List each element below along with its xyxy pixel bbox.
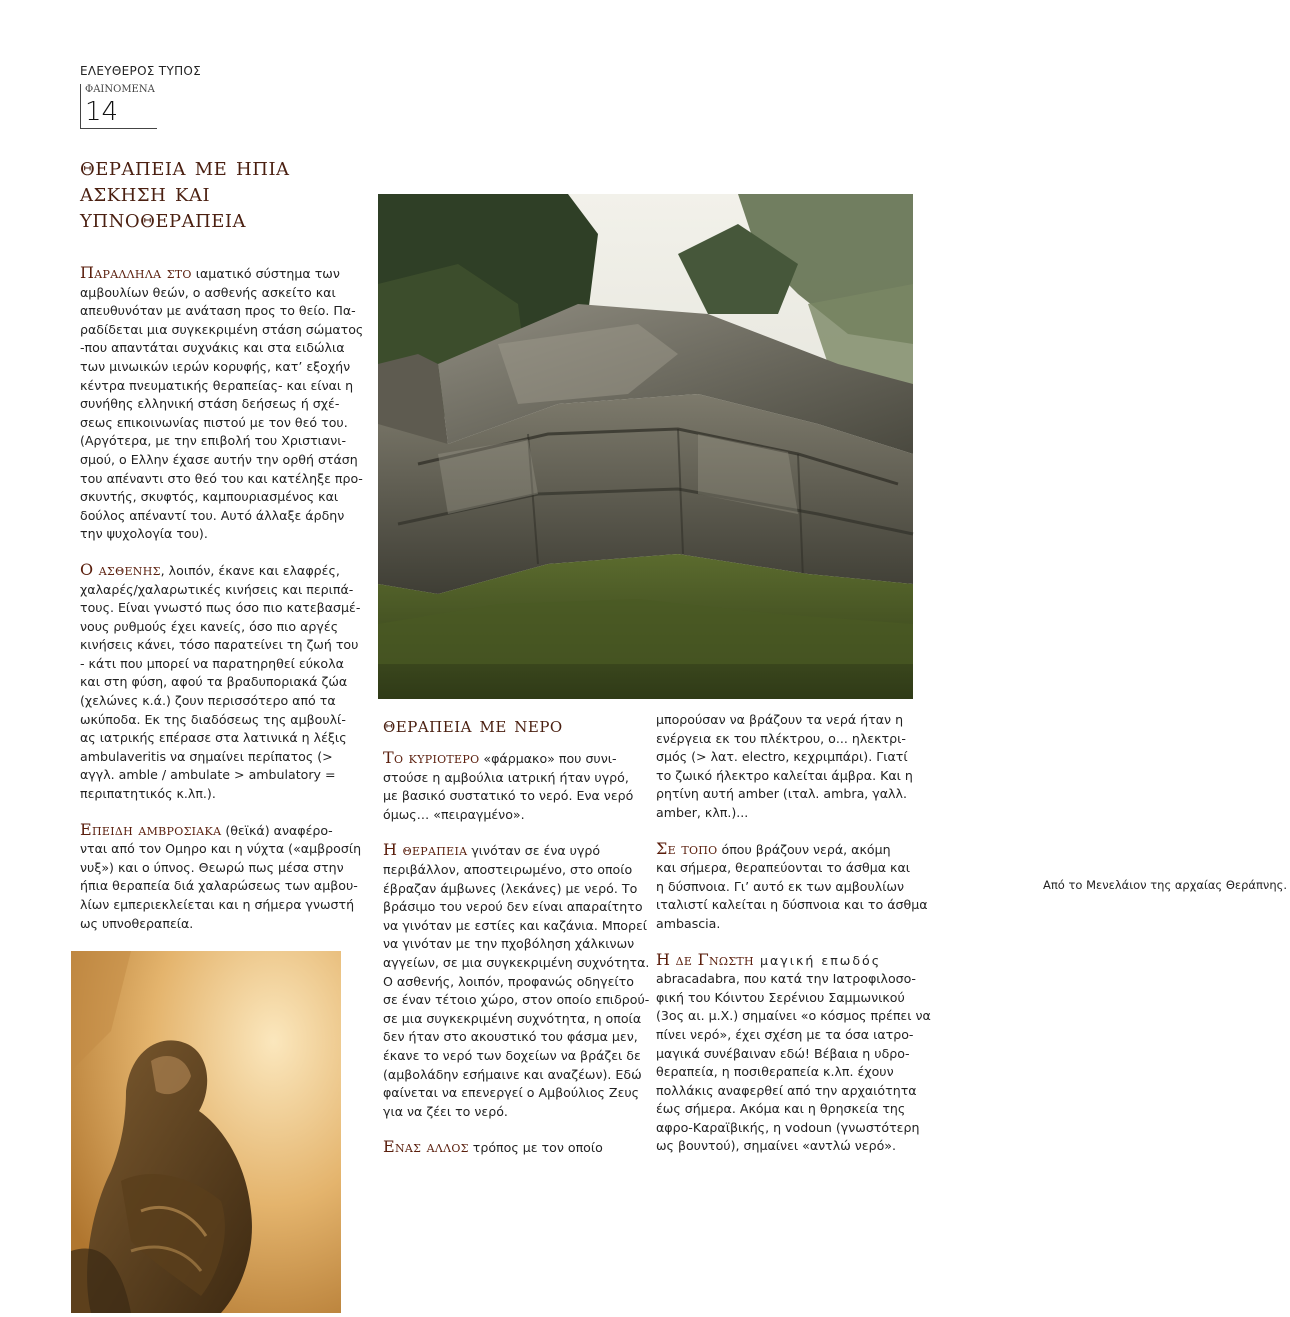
- text-line: δούλος απέναντί του. Αυτό άλλαξε άρδην: [80, 507, 345, 523]
- text-line: ας ιατρικής επέρασε στα λατινικά η λέξις: [80, 730, 347, 746]
- text-line: μπορούσαν να βράζουν τα νερά ήταν η: [656, 712, 904, 727]
- text-line: νυξ») και ο ύπνος. Θεωρώ πως μέσα στην: [80, 859, 344, 875]
- text-line: (θεϊκά) αναφέρο-: [221, 822, 333, 838]
- text-line: και στη φύση, αφού τα βραδυποριακά ζώα: [80, 674, 348, 690]
- text-line: ιαματικό σύστημα των: [191, 266, 340, 281]
- paragraph-lead: Η δε Γνωστη: [656, 949, 754, 969]
- text-line: η δύσπνοια. Γι’ αυτό εκ των αμβουλίων: [656, 878, 905, 894]
- text-line: μαγική επωδός: [753, 952, 882, 968]
- text-line: θεραπεία, η ποσιθεραπεία κ.λπ. έχουν: [656, 1064, 894, 1080]
- text-line: του απέναντι στο θεό του και κατέληξε προ-: [80, 470, 363, 486]
- article-headline: [80, 154, 340, 232]
- text-line: (αμβολάδην εσήμαινε και αναζέων). Εδώ: [383, 1066, 642, 1082]
- paragraph-hypnotherapy: [80, 819, 362, 934]
- paragraph-lead: Σε τοπο: [656, 838, 718, 858]
- text-line: αφρο-Καραϊβικής, η vodoun (γνωστότερη: [656, 1119, 920, 1135]
- text-line: να γινόταν με την πχοβόληση χάλκινων: [383, 936, 635, 952]
- paragraph-therapy-environment: [383, 840, 650, 1121]
- text-line: μαγικά συνέβαιναν εδώ! Βέβαια η υδρο-: [656, 1045, 910, 1061]
- text-line: όμως… «πειραγμένο».: [383, 806, 525, 822]
- text-line: - κάτι που μπορεί να παρατηρηθεί εύκολα: [80, 655, 344, 671]
- text-line: περιπατητικός κ.λπ.).: [80, 786, 216, 802]
- publication-name: ΕΛΕΥΘΕΡΟΣ ΤΥΠΟΣ: [80, 64, 202, 78]
- paragraph-main-remedy: [383, 749, 635, 824]
- headline-line-3: υπνοθεραπεια: [80, 204, 247, 234]
- text-line: όπου βράζουν νερά, ακόμη: [717, 841, 891, 857]
- text-line: και σήμερα, θεραπεύονται το άσθμα και: [656, 860, 911, 876]
- middle-text-column: [383, 748, 650, 1175]
- text-line: των μινωικών ιερών κορυφής, κατ’ εξοχήν: [80, 358, 351, 374]
- text-line: για να ζέει το νερό.: [383, 1103, 508, 1119]
- photo-caption: Από το Μενελάιον της αρχαίας Θεράπνης.: [1040, 876, 1290, 894]
- section-box: [80, 84, 157, 129]
- text-line: ambulaveritis να σημαίνει περίπατος (>: [80, 748, 333, 764]
- text-line: συνήθης ελληνική στάση δεήσεως ή σχέ-: [80, 396, 340, 412]
- text-line: σε μια συγκεκριμένη συχνότητα, η οποία: [383, 1010, 642, 1026]
- section-label: ΦΑΙΝΟΜΕΝΑ: [85, 84, 155, 95]
- text-line: ρητίνη αυτή amber (ιταλ. ambra, γαλλ.: [656, 786, 907, 802]
- text-line: περιβάλλον, αποστειρωμένο, στο οποίο: [383, 861, 633, 877]
- text-line: ιταλιστί καλείται η δύσπνοια και το άσθμα: [656, 897, 928, 913]
- text-line: ως υπνοθεραπεία.: [80, 915, 194, 931]
- text-line: ως βουντού), σημαίνει «αντλώ νερό».: [656, 1138, 897, 1154]
- text-line: ραδίδεται μια συγκεκριμένη στάση σώματος: [80, 321, 364, 337]
- text-line: χαλαρές/χαλαρωτικές κινήσεις και περιπά-: [80, 581, 354, 597]
- text-line: με βασικό συστατικό το νερό. Ενα νερό: [383, 788, 634, 804]
- text-line: έως σήμερα. Ακόμα και η θρησκεία της: [656, 1101, 906, 1117]
- right-text-column: [656, 711, 931, 1173]
- section-heading-water-therapy: θεραπεια με νερο: [383, 713, 563, 738]
- left-text-column: [80, 263, 364, 950]
- paragraph-lead: Το κυριοτερο: [383, 748, 480, 767]
- text-line: να γινόταν με εστίες και καζάνια. Μπορεί: [383, 917, 648, 933]
- text-line: αγγείων, σε μια συγκεκριμένη συχνότητα.: [383, 954, 650, 970]
- paragraph-lead: Ο ασθενης: [80, 559, 161, 579]
- text-line: abracadabra, που κατά την Ιατροφιλοσο-: [656, 971, 916, 987]
- text-line: νται από τον Ομηρο και η νύχτα («αμβροσίη: [80, 841, 362, 857]
- text-line: (χελώνες κ.ά.) ζουν περισσότερο από τα: [80, 693, 336, 709]
- paragraph-another-way: [383, 1138, 635, 1158]
- text-line: -που απαντάται συχνάκις και στα ειδώλια: [80, 340, 345, 356]
- text-line: πίνει νερό», έχει σχέση με τα όσα ιατρο-: [656, 1026, 914, 1042]
- headline-line-1: θεραπεια με ηπια: [80, 152, 290, 182]
- text-line: στούσε η αμβούλια ιατρική ήταν υγρό,: [383, 769, 629, 785]
- text-line: (3ος αι. μ.Χ.) σημαίνει «ο κόσμος πρέπει να: [656, 1008, 931, 1024]
- sculpture-picture: [71, 951, 341, 1313]
- text-line: νους ρυθμούς έχει κανείς, όσο πιο αργές: [80, 618, 339, 634]
- text-line: απευθυνόταν με ανάταση προς το θείο. Πα-: [80, 303, 356, 319]
- paragraph-lead: Ενας αλλος: [383, 1137, 469, 1157]
- text-line: πολλάκις αναφερθεί από την αρχαιότητα: [656, 1082, 917, 1098]
- text-line: αμβουλίων θεών, ο ασθενής ασκείτο και: [80, 284, 336, 300]
- text-line: ενέργεια εκ του πλέκτρου, ο... ηλεκτρι-: [656, 730, 906, 746]
- text-line: το ζωικό ήλεκτρο καλείται άμβρα. Και η: [656, 767, 913, 783]
- paragraph-lead: Παραλληλα στο: [80, 263, 192, 282]
- headline-line-2: ασκηση και: [80, 178, 211, 208]
- page-number: 14: [85, 97, 119, 127]
- text-line: σε έναν τέτοιο χώρο, στον οποίο επιδρού-: [383, 992, 650, 1008]
- text-line: amber, κλπ.)...: [656, 804, 749, 820]
- text-line: κέντρα πνευματικής θεραπείας- και είναι η: [80, 377, 354, 393]
- text-line: σμού, ο Ελλην έχασε αυτήν την ορθή στάση: [80, 451, 358, 467]
- paragraph-ritual-posture: [80, 263, 364, 544]
- paragraph-patient-movement: [80, 559, 361, 804]
- text-line: δεν ήταν στο ακουστικό του φάσμα μεν,: [383, 1029, 638, 1045]
- paragraph-lead: Επειδη αμβροσιακα: [80, 819, 222, 839]
- text-line: γινόταν σε ένα υγρό: [467, 843, 601, 859]
- text-line: ωκύποδα. Εκ της διαδόσεως της αμβουλί-: [80, 711, 346, 727]
- statue-image: [71, 951, 341, 1313]
- text-line: βράσιμο του νερού δεν είναι απαραίτητο: [383, 899, 643, 915]
- text-line: φαίνεται να επενεργεί ο Αμβούλιος Ζευς: [383, 1085, 640, 1101]
- text-line: (Αργότερα, με την επιβολή του Χριστιανι-: [80, 433, 347, 449]
- paragraph-asthma: [656, 838, 928, 934]
- text-line: αγγλ. amble / ambulate > ambulatory =: [80, 767, 336, 783]
- text-line: έκανε το νερό των δοχείων να βράζει δε: [383, 1047, 641, 1063]
- text-line: , λοιπόν, έκανε και ελαφρές,: [160, 562, 340, 578]
- text-line: έβραζαν άμβωνες (λεκάνες) με νερό. Το: [383, 880, 638, 896]
- text-line: σεως επικοινωνίας πιστού με τον θεό του.: [80, 414, 348, 430]
- stone-wall-image: [378, 194, 913, 699]
- text-line: σκυντής, σκυφτός, καμπουριασμένος και: [80, 489, 339, 505]
- paragraph-electricity: [656, 711, 914, 823]
- text-line: κινήσεις κάνει, τόσο παρατείνει τη ζωή του: [80, 637, 359, 653]
- text-line: ήπια θεραπεία διά χαλαρώσεως των αμβου-: [80, 878, 358, 894]
- text-line: φική του Κόιντου Σερένιου Σαμμωνικού: [656, 989, 905, 1005]
- text-line: την ψυχολογία του).: [80, 526, 208, 542]
- text-line: τρόπος με τον οποίο: [468, 1140, 603, 1156]
- text-line: τους. Είναι γνωστό πως όσο πιο κατεβασμέ-: [80, 600, 361, 616]
- text-line: ambascia.: [656, 915, 721, 931]
- text-line: Ο ασθενής, λοιπόν, προφανώς οδηγείτο: [383, 973, 634, 989]
- text-line: σμός (> λατ. electro, κεχριμπάρι). Γιατί: [656, 749, 908, 765]
- text-line: λίων εμπεριεκλείεται και η σήμερα γνωστή: [80, 897, 355, 912]
- text-line: «φάρμακο» που συνι-: [479, 751, 617, 766]
- paragraph-lead: Η θεραπεια: [383, 840, 468, 860]
- paragraph-abracadabra: [656, 949, 931, 1157]
